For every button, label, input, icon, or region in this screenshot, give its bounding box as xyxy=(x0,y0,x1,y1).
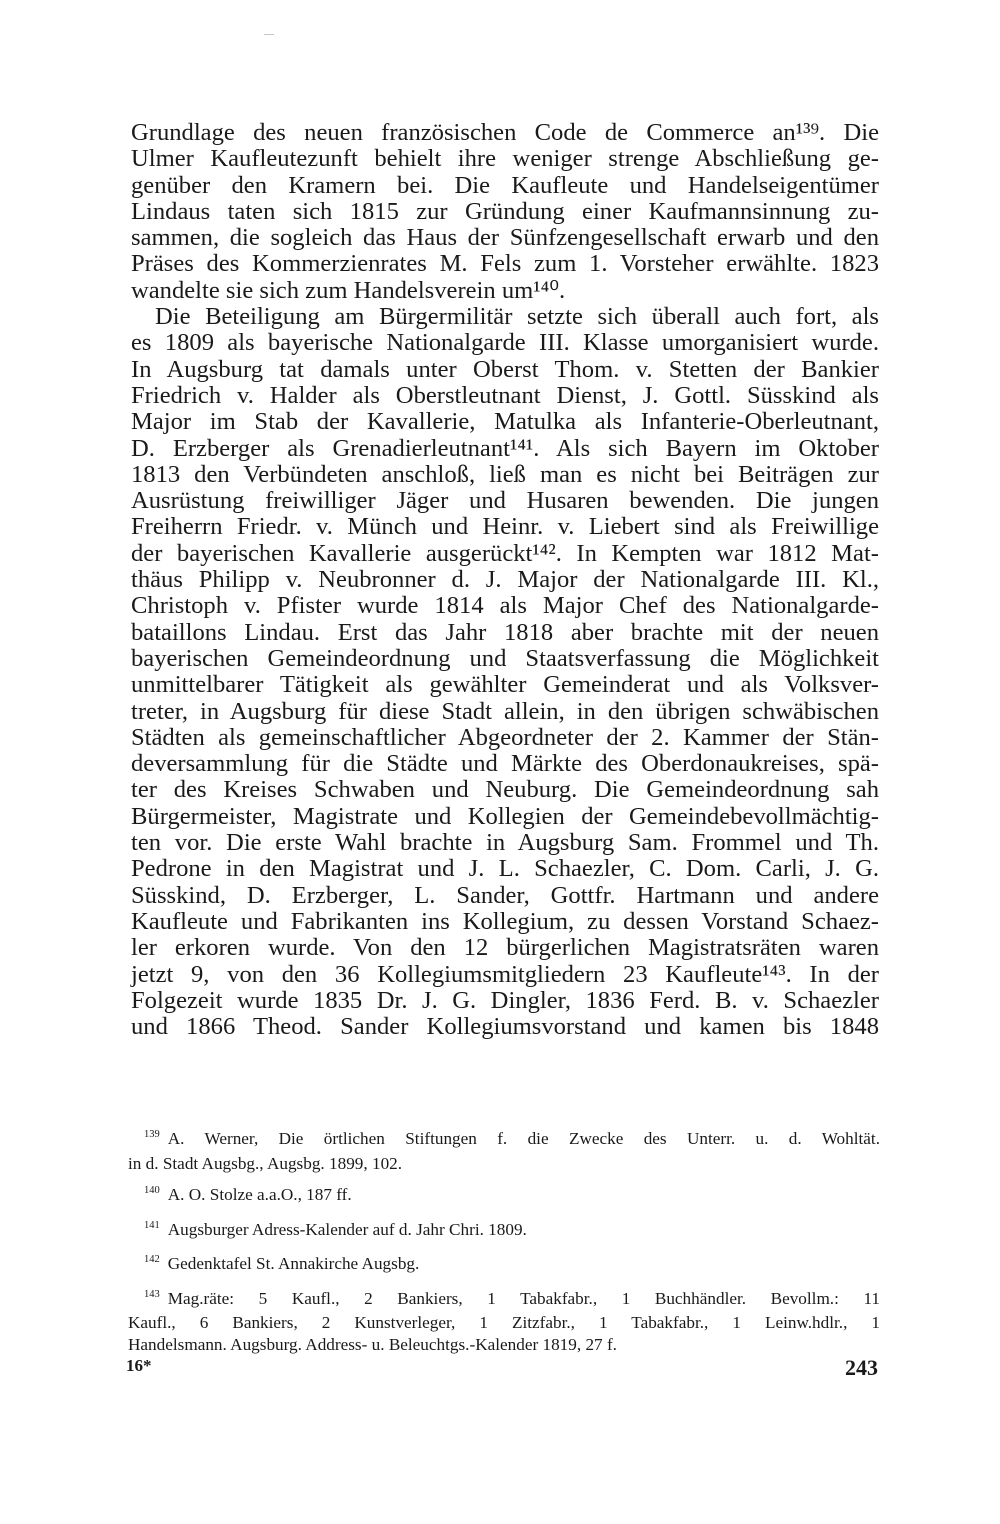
footnote-number: 139 xyxy=(144,1129,160,1140)
footnote xyxy=(128,1128,880,1174)
footnote-line: in d. Stadt Augsbg., Augsbg. 1899, 102. xyxy=(128,1153,403,1173)
text-line: 1813 den Verbündeten anschloß, ließ man es nicht bei Beiträgen zur xyxy=(131,460,879,488)
text-line: bayerischen Gemeindeordnung und Staatsverfassung die Möglichkeit xyxy=(131,644,879,672)
text-line: Ausrüstung freiwilliger Jäger und Husaren bewenden. Die jungen xyxy=(131,487,879,515)
text-line: D. Erzberger als Grenadierleutnant¹⁴¹. Als sich Bayern im Oktober xyxy=(131,434,879,462)
footnote-line xyxy=(128,1184,880,1209)
text-line: ter des Kreises Schwaben und Neuburg. Die Gemeindeordnung sah xyxy=(131,776,879,804)
footnote-number: 140 xyxy=(144,1185,160,1196)
footnote xyxy=(128,1184,880,1209)
footnote-number: 142 xyxy=(144,1254,160,1265)
footnote xyxy=(128,1219,880,1244)
footnote-text: Augsburger Adress-Kalender auf d. Jahr Chri. 1809. xyxy=(167,1219,527,1239)
body-text xyxy=(131,120,879,1040)
text-line: Ulmer Kaufleutezunft behielt ihre weniger strenge Abschließung ge- xyxy=(131,145,879,173)
footnote-text: A. O. Stolze a.a.O., 187 ff. xyxy=(167,1185,352,1204)
text-line: Pedrone in den Magistrat und J. L. Schaezler, C. Dom. Carli, J. G. xyxy=(131,855,879,883)
text-line: Städten als gemeinschaftlicher Abgeordneter der 2. Kammer der Stän- xyxy=(131,723,879,751)
text-line: unmittelbarer Tätigkeit als gewählter Gemeinderat und als Volksver- xyxy=(131,671,879,699)
text-line: treter, in Augsburg für diese Stadt allein, in den übrigen schwäbischen xyxy=(131,697,879,725)
footnote-line xyxy=(128,1128,880,1153)
text-line: Lindaus taten sich 1815 zur Gründung einer Kaufmannsinnung zu- xyxy=(131,197,879,225)
text-line: deversammlung für die Städte und Märkte des Oberdonaukreises, spä- xyxy=(131,750,879,778)
footnote-number: 141 xyxy=(144,1219,160,1231)
footnote xyxy=(128,1288,880,1356)
text-line: Präses des Kommerzienrates M. Fels zum 1. Vorsteher erwählte. 1823 xyxy=(131,250,879,278)
print-mark xyxy=(264,34,274,35)
text-line: Grundlage des neuen französischen Code de Commerce an¹³⁹. Die xyxy=(131,119,879,146)
text-line: bataillons Lindau. Erst das Jahr 1818 aber brachte mit der neuen xyxy=(131,618,879,646)
text-line: Die Beteiligung am Bürgermilitär setzte sich überall auch fort, als xyxy=(155,303,879,331)
footnote-text: Mag.räte: 5 Kaufl., 2 Bankiers, 1 Tabakfabr., 1 Buchhändler. Bevollm.: 11 xyxy=(167,1288,880,1308)
text-line: ten vor. Die erste Wahl brachte in Augsburg Sam. Frommel und Th. xyxy=(131,829,879,857)
footnote-text: Gedenktafel St. Annakirche Augsbg. xyxy=(167,1254,420,1273)
footnote-number: 143 xyxy=(144,1288,160,1300)
text-line: Kaufleute und Fabrikanten ins Kollegium, zu dessen Vorstand Schaez- xyxy=(131,907,879,935)
text-line: jetzt 9, von den 36 Kollegiumsmitgliedern 23 Kaufleute¹⁴³. In der xyxy=(131,960,879,988)
text-line: wandelte sie sich zum Handelsverein um¹⁴⁰. xyxy=(131,276,566,304)
text-line: sammen, die sogleich das Haus der Sünfzengesellschaft erwarb und den xyxy=(131,224,879,252)
text-line: In Augsburg tat damals unter Oberst Thom. v. Stetten der Bankier xyxy=(131,355,879,383)
footnote-line xyxy=(128,1253,880,1278)
footnote-line xyxy=(128,1219,880,1244)
footnote-line: Kaufl., 6 Bankiers, 2 Kunstverleger, 1 Zitzfabr., 1 Tabakfabr., 1 Leinw.hdlr., 1 xyxy=(128,1313,880,1332)
page-number: 243 xyxy=(845,1355,878,1380)
text-line: es 1809 als bayerische Nationalgarde III. Klasse umorganisiert wurde. xyxy=(131,329,879,357)
text-line: Freiherrn Friedr. v. Münch und Heinr. v. Liebert sind als Freiwillige xyxy=(131,513,879,541)
footnote-text: A. Werner, Die örtlichen Stiftungen f. die Zwecke des Unterr. u. d. Wohltät. xyxy=(167,1129,880,1148)
text-line: genüber den Kramern bei. Die Kaufleute und Handelseigentümer xyxy=(131,171,879,199)
footnote xyxy=(128,1253,880,1278)
text-line: thäus Philipp v. Neubronner d. J. Major der Nationalgarde III. Kl., xyxy=(131,566,879,594)
text-line: Christoph v. Pfister wurde 1814 als Major Chef des Nationalgarde- xyxy=(131,592,879,620)
text-line: Bürgermeister, Magistrate und Kollegien der Gemeindebevollmächtig- xyxy=(131,802,879,830)
footnote-line xyxy=(128,1288,880,1313)
text-line: und 1866 Theod. Sander Kollegiumsvorstand und kamen bis 1848 xyxy=(131,1013,879,1041)
text-line: der bayerischen Kavallerie ausgerückt¹⁴². In Kempten war 1812 Mat- xyxy=(131,539,879,567)
text-line: ler erkoren wurde. Von den 12 bürgerlichen Magistratsräten waren xyxy=(131,934,879,962)
text-line: Süsskind, D. Erzberger, L. Sander, Gottfr. Hartmann und andere xyxy=(131,881,879,909)
text-line: Friedrich v. Halder als Oberstleutnant Dienst, J. Gottl. Süsskind als xyxy=(131,381,879,409)
footnotes xyxy=(128,1128,880,1365)
footnote-line: Handelsmann. Augsburg. Address- u. Beleuchtgs.-Kalender 1819, 27 f. xyxy=(128,1334,617,1354)
text-line: Major im Stab der Kavallerie, Matulka als Infanterie-Oberleutnant, xyxy=(131,408,879,436)
text-line: Folgezeit wurde 1835 Dr. J. G. Dingler, 1836 Ferd. B. v. Schaezler xyxy=(131,986,879,1014)
signature-mark: 16* xyxy=(126,1356,152,1375)
